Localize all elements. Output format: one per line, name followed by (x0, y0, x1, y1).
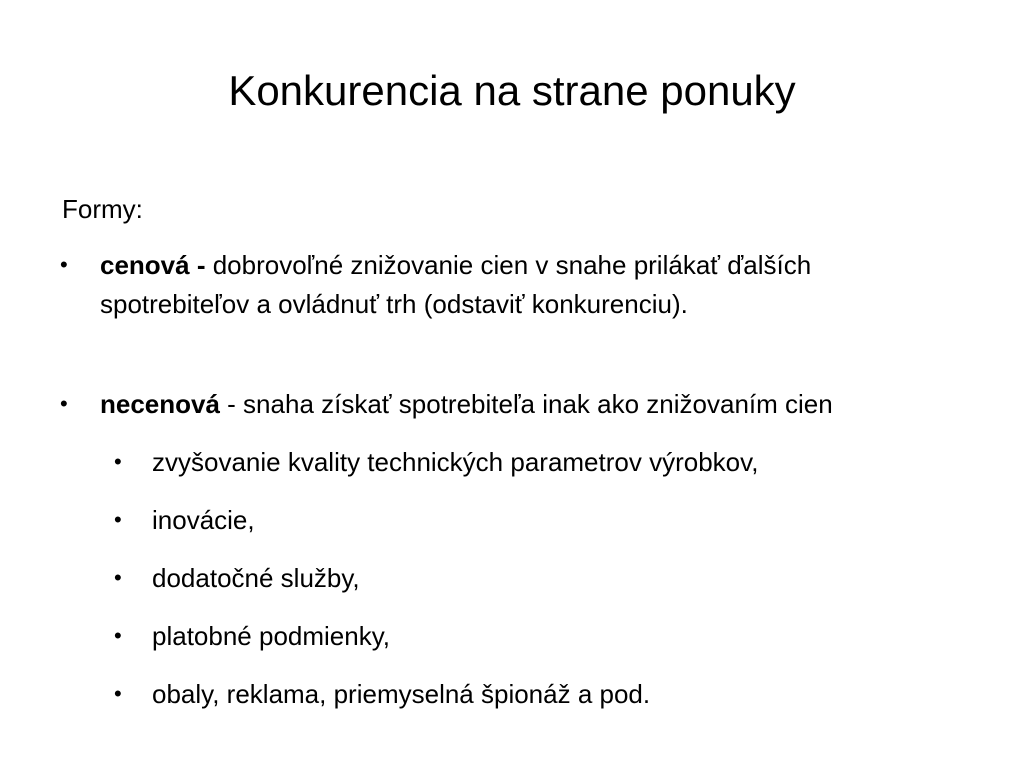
sub-bullet-item: obaly, reklama, priemyselná špionáž a pod. (152, 679, 651, 709)
bullet-line (100, 247, 811, 283)
bullet-description: - snaha získať spotrebiteľa inak ako znižovaním cien (219, 389, 833, 419)
slide-title: Konkurencia na strane ponuky (228, 67, 796, 114)
sub-bullet-glyph: • (114, 565, 122, 590)
bullet-line (100, 386, 833, 422)
sub-bullet-item: platobné podmienky, (152, 621, 391, 651)
bullet-term: necenová (100, 389, 220, 419)
bullet-term: cenová - (100, 250, 206, 280)
intro-text: Formy: (62, 194, 143, 224)
bullet-description: dobrovoľné znižovanie cien v snahe prilákať ďalších (205, 250, 812, 280)
sub-bullet-item: inovácie, (152, 505, 255, 535)
sub-bullet-item: dodatočné služby, (152, 563, 360, 593)
bullet-description-continued: spotrebiteľov a ovládnuť trh (odstaviť konkurenciu). (100, 289, 688, 319)
bullet-glyph: • (60, 252, 68, 277)
sub-bullet-glyph: • (114, 507, 122, 532)
sub-bullet-item: zvyšovanie kvality technických parametrov výrobkov, (152, 447, 759, 477)
sub-bullet-glyph: • (114, 623, 122, 648)
sub-bullet-glyph: • (114, 681, 122, 706)
sub-bullet-glyph: • (114, 449, 122, 474)
bullet-glyph: • (60, 391, 68, 416)
